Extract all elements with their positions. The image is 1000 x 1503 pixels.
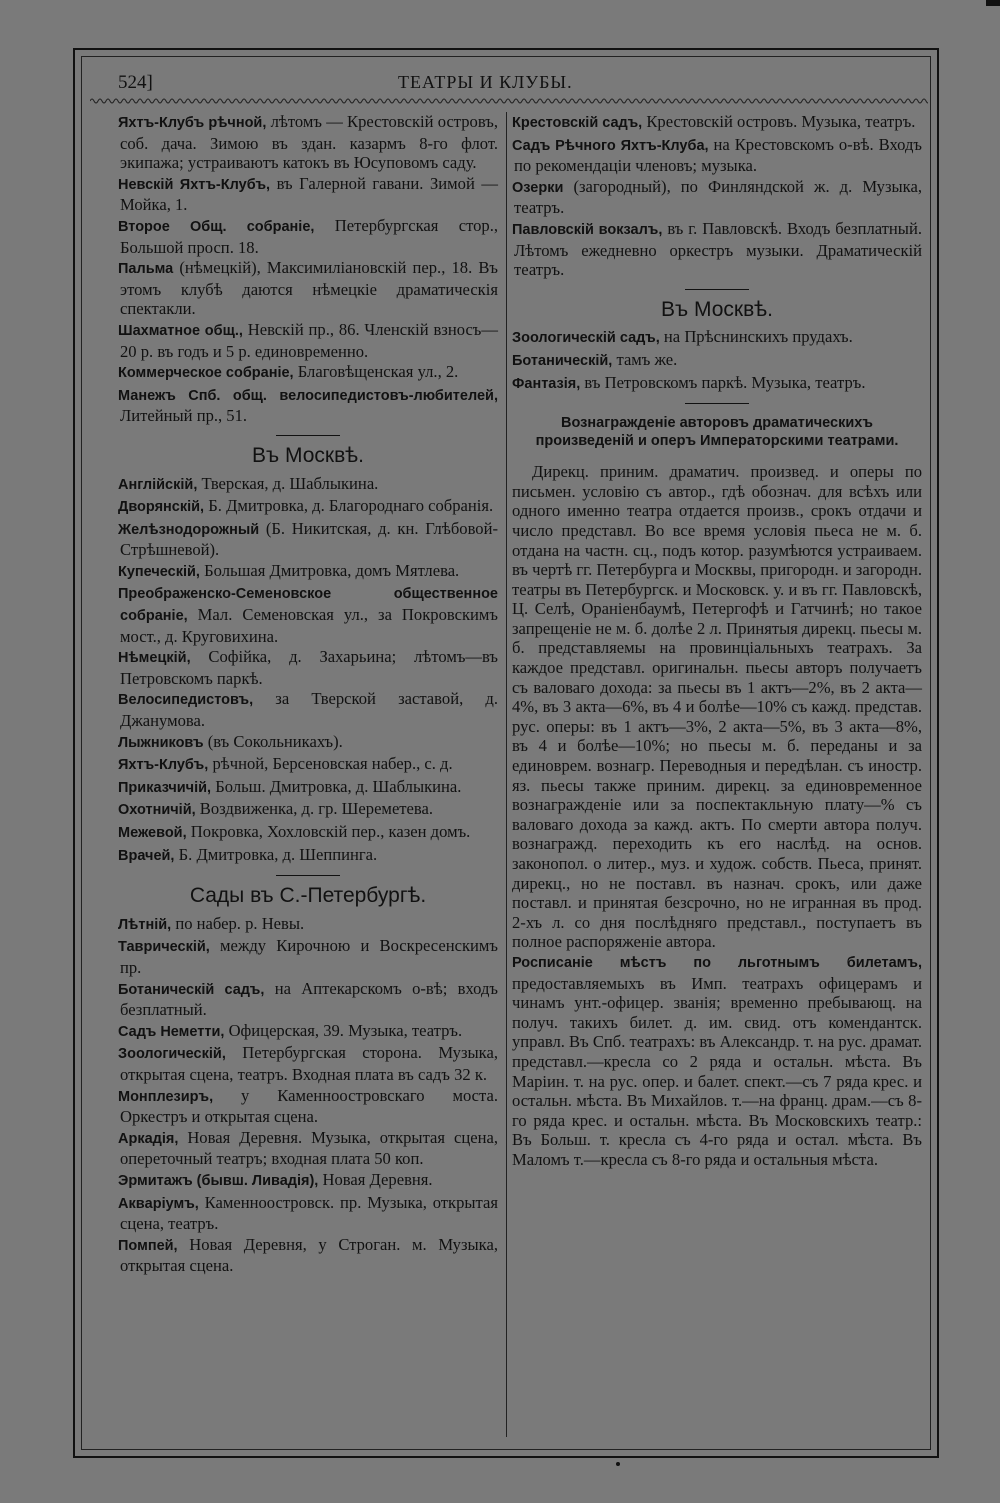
entry-name: Приказчичій, — [118, 779, 212, 796]
clubs-petersburg-list — [118, 112, 498, 426]
list-item — [118, 1086, 498, 1127]
entry-text: на Крестовскомъ о-вѣ. Входъ по рекомендаціи членовъ; музыка. — [514, 134, 923, 176]
entry-text: у Каменноостровскаго моста. Оркестръ и открытая сцена. — [120, 1085, 498, 1127]
list-item — [118, 689, 498, 730]
section-rule — [685, 289, 749, 290]
entry-name: Монплезиръ, — [118, 1088, 214, 1105]
entry-text: на Аптекарскомъ о-вѣ; входъ безплатный. — [120, 978, 499, 1020]
entry-name: Шахматное общ., — [118, 322, 243, 339]
entry-text: въ Галерной гавани. Зимой — Мойка, 1. — [120, 173, 498, 215]
list-item — [118, 561, 498, 583]
heading-gardens: Сады въ С.-Петербургѣ. — [189, 884, 427, 908]
page-header — [118, 68, 918, 98]
running-title: ТЕАТРЫ И КЛУБЫ. — [398, 72, 573, 92]
list-item — [118, 216, 498, 257]
list-item — [512, 219, 922, 280]
heading-author-remuneration: Вознагражденіе авторовъ драматическихъ произведеній и оперъ Императорскими театрами. — [535, 415, 899, 450]
entry-name: Лѣтній, — [118, 916, 172, 933]
entry-name: Яхтъ-Клубъ, — [118, 757, 209, 774]
entry-text: Новая Деревня, у Строган. м. Музыка, открытая сцена. — [120, 1234, 498, 1276]
entry-text: Петербургская сторона. Музыка, открытая сцена, театръ. Входная плата въ садъ 32 к. — [120, 1043, 498, 1084]
entry-name: Пальма — [118, 261, 174, 278]
list-item — [118, 1235, 498, 1276]
entry-name: Аквaріумъ, — [118, 1195, 199, 1212]
clubs-moscow-list — [118, 474, 498, 867]
list-item — [118, 936, 498, 977]
list-item — [118, 845, 498, 867]
list-item — [118, 647, 498, 688]
page-number: 524] — [118, 72, 153, 93]
entry-text: Мал. Семеновская ул., за Покровскимъ мост., д. Круговихина. — [120, 605, 498, 646]
entry-name: Садъ Рѣчного Яхтъ-Клуба, — [512, 137, 709, 154]
entry-name: Желѣзнодорожный — [118, 521, 260, 538]
schedule-title: Росписаніе мѣстъ по льготнымъ билетамъ, — [512, 954, 922, 971]
entry-text: Воздвиженка, д. гр. Шереметева. — [195, 799, 434, 819]
list-item — [512, 177, 922, 218]
entry-text: Каменноостровск. пр. Музыка, открытая сцена, театръ. — [120, 1192, 498, 1234]
entry-text: Новая Деревня. Музыка, открытая сцена, опереточный театръ; входная плата 50 коп. — [120, 1127, 498, 1169]
list-item — [118, 496, 498, 518]
list-item — [118, 732, 498, 754]
list-item — [118, 320, 498, 361]
schedule-paragraph — [512, 952, 922, 1170]
entry-text: въ Петровскомъ паркѣ. Музыка, театръ. — [580, 372, 866, 392]
entry-name: Купеческій, — [118, 563, 200, 580]
list-item — [118, 258, 498, 319]
entry-text: за Тверской заставой, д. Джанумова. — [120, 689, 498, 731]
entry-text: Б. Дмитровка, д. Благороднаго собранія. — [204, 496, 494, 516]
entry-name: Невскій Яхтъ-Клубъ, — [118, 176, 271, 193]
list-item — [118, 1170, 498, 1192]
entry-name: Ботаническій, — [512, 352, 613, 369]
list-item — [118, 754, 498, 776]
entry-name: Фантазія, — [512, 375, 581, 392]
entry-text: Тверская, д. Шаблыкина. — [197, 473, 379, 493]
entry-name: Ботаническій садъ, — [118, 981, 265, 998]
list-item — [118, 1043, 498, 1084]
list-item — [118, 1021, 498, 1043]
right-column — [512, 112, 922, 1170]
list-item — [118, 474, 498, 496]
list-item — [512, 373, 922, 395]
entry-name: Лыжниковъ — [118, 734, 204, 751]
entry-name: Охотничій, — [118, 802, 196, 819]
entry-name: Аркадія, — [118, 1130, 179, 1147]
entry-text: Софійка, д. Захарьина; лѣтомъ—въ Петровскомъ паркѣ. — [120, 647, 498, 688]
list-item — [118, 1193, 498, 1234]
entry-text: Покровка, Хохловскій пер., казен домъ. — [186, 822, 471, 841]
list-item — [118, 362, 498, 384]
list-item — [118, 799, 498, 821]
schedule-text: предоставляемыхъ въ Имп. театрахъ офицерамъ и чинамъ унт.-офицер. званія; временно пребывающ. на получ. такихъ билет. д. им. свид. отъ комендантск. управл. Въ Спб. театрахъ: въ Александр. т. на рус. драмат. представл.—кресла со 2 ряда и остальн. мѣста. Въ Маріин. т. на рус. опер. и балет. спект.—съ 7 ряда крес. и остальн. мѣста. Въ Михайлов. т.—на франц. драм.—съ 8-го ряда крес. и остальн. мѣста. Въ Московскихъ театр.: Въ Больш. т. кресла съ 4-го ряда и остал. мѣста. Въ Маломъ т.—кресла съ 8-го ряда и остальныя мѣста. — [512, 973, 922, 1169]
section-rule — [276, 435, 340, 436]
entry-name: Коммерческое собраніе, — [118, 365, 294, 382]
entry-name: Велосипедистовъ, — [118, 692, 254, 709]
entry-text: Невскій пр., 86. Членскій взносъ—20 р. въ годъ и 5 р. единовременно. — [120, 319, 498, 361]
entry-name: Яхтъ-Клубъ рѣчной, — [118, 115, 267, 131]
wavy-rule — [90, 96, 928, 106]
entry-text: (Б. Никитская, д. кн. Глѣбовой-Стрѣшневой). — [120, 518, 498, 560]
list-item — [118, 914, 498, 936]
list-item — [512, 112, 922, 134]
entry-text: Больш. Дмитровка, д. Шаблыкина. — [211, 776, 462, 796]
list-item — [118, 979, 498, 1020]
list-item — [118, 519, 498, 560]
list-item — [512, 327, 922, 349]
column-divider — [506, 112, 507, 1437]
entry-text: (въ Сокольникахъ). — [203, 731, 343, 751]
remuneration-paragraph: Дирекц. приним. драматич. произвед. и оперы по письмен. условію съ автор., гдѣ обознач. для всѣхъ или одного именно театра отдается произв., срокъ отдачи и число представл. Во все время условія пьеса не м. б. отдана на частн. сц., подъ котор. разумѣются устраиваем. въ чертѣ гг. Петербурга и Москвы, пригородн. и загородн. театры въ Петербургск. и Московск. у. и въ гг. Павловскѣ, Ц. Селѣ, Ораніенбаумѣ, Петергофѣ и Гатчинѣ; но такое запрещеніе не м. б. долѣе 2 л. Принятыя дирекц. пьесы м. б. представляемы на провинціальныхъ театрахъ. За каждое представл. оригинальн. пьесы авторъ получаетъ съ валоваго дохода: за пьесы въ 1 актъ—2%, въ 2 акта—4%, въ 3 акта—6%, въ 4 и болѣе—10% съ кажд. представ. рус. оперы: въ 1 актъ—3%, 2 акта—5%, въ 3 акта—8%, въ 4 и болѣе—10%; но пьесы м. б. переданы и за единоврем. вознагр. Переводныя и передѣлан. съ иностр. яз. пьесы также приним. дирекц. за единовременное вознагражденіе или за поспектакльную плату—% съ валоваго дохода за кажд. актъ. По смерти автора получ. вознагражд. переходить къ его наслѣд. на основ. законопол. о литер., муз. и худож. собств. Пьеса, принят. дирекц., но не поставл. въ назнач. срокъ, или даже поставл. и принятая безсрочно, но не игранная въ прод. 2-хъ л. со дня послѣдняго представл., поступаетъ въ полное распоряженіе автора. — [512, 462, 922, 952]
ink-dot — [616, 1462, 620, 1466]
section-rule — [685, 403, 749, 404]
corner-mark — [986, 0, 1000, 6]
list-item — [118, 777, 498, 799]
section-rule — [276, 875, 340, 876]
entry-text: тамъ же. — [612, 349, 678, 369]
entry-name: Англійскій, — [118, 476, 198, 493]
entry-name: Помпей, — [118, 1237, 178, 1254]
gardens-continued-list — [512, 112, 922, 280]
entry-name: Манежъ Спб. общ. велосипедистовъ-любителей, — [118, 387, 498, 404]
entry-text: Большая Дмитровка, домъ Мятлева. — [199, 560, 460, 580]
entry-text: по набер. р. Невы. — [171, 913, 305, 933]
entry-name: Преображенско-Семеновское общественное собраніе, — [118, 586, 498, 625]
entry-name: Врачей, — [118, 847, 175, 864]
heading-moscow-gardens: Въ Москвѣ. — [661, 297, 773, 321]
entry-name: Эрмитажъ (бывш. Ливадія), — [118, 1172, 319, 1189]
entry-text: Новая Деревня. — [318, 1169, 433, 1189]
entry-name: Межевой, — [118, 825, 187, 841]
entry-name: Второе Общ. собраніе, — [118, 218, 315, 235]
entry-text: Благовѣщенская ул., 2. — [293, 362, 459, 382]
entry-text: Литейный пр., 51. — [120, 406, 248, 426]
heading-moscow-clubs: Въ Москвѣ. — [252, 443, 364, 467]
gardens-petersburg-list — [118, 914, 498, 1276]
entry-text: на Прѣснинскихъ прудахъ. — [659, 327, 853, 347]
list-item — [512, 350, 922, 372]
entry-text: между Кирочною и Воскресенскимъ пр. — [120, 936, 498, 977]
entry-name: Зоологическій садъ, — [512, 330, 660, 347]
list-item — [118, 112, 498, 173]
list-item — [118, 385, 498, 426]
gardens-moscow-list — [512, 327, 922, 394]
entry-name: Озерки — [512, 179, 564, 196]
entry-text: рѣчной, Берсеновская набер., с. д. — [208, 754, 453, 774]
left-column — [118, 112, 498, 1277]
entry-text: Крестовскій островъ. Музыка, театръ. — [642, 112, 916, 131]
entry-name: Садъ Неметти, — [118, 1023, 225, 1040]
entry-text: лѣтомъ — Крестовскій островъ, соб. дача. Зимою въ здан. казармъ 8-го флот. экипажа; устраиваютъ катокъ въ Юсуповомъ саду. — [120, 112, 499, 173]
entry-name: Зоологическій, — [118, 1046, 226, 1063]
list-item — [118, 174, 498, 215]
list-item — [118, 1128, 498, 1169]
entry-text: (загородный), по Финляндской ж. д. Музыка, театръ. — [514, 176, 922, 218]
list-item — [118, 583, 498, 646]
entry-name: Дворянскій, — [118, 499, 205, 516]
entry-name: Нѣмецкій, — [118, 650, 191, 667]
entry-text: Петербургская стор., Большой просп. 18. — [120, 215, 499, 257]
entry-text: въ г. Павловскѣ. Входъ безплатный. Лѣтомъ ежедневно оркестръ музыки. Драматическій театръ. — [514, 218, 922, 280]
entry-text: (нѣмецкій), Максимиліановскій пер., 18. Въ этомъ клубѣ даются нѣмецкіе драматическія спектакли. — [120, 258, 498, 319]
entry-name: Павловскій вокзалъ, — [512, 221, 663, 238]
entry-name: Крестовскій садъ, — [512, 115, 643, 131]
entry-text: Офицерская, 39. Музыка, театръ. — [224, 1020, 463, 1040]
entry-text: Б. Дмитровка, д. Шеппинга. — [174, 844, 378, 864]
entry-name: Таврическій, — [118, 939, 210, 956]
list-item — [118, 822, 498, 844]
list-item — [512, 135, 922, 176]
